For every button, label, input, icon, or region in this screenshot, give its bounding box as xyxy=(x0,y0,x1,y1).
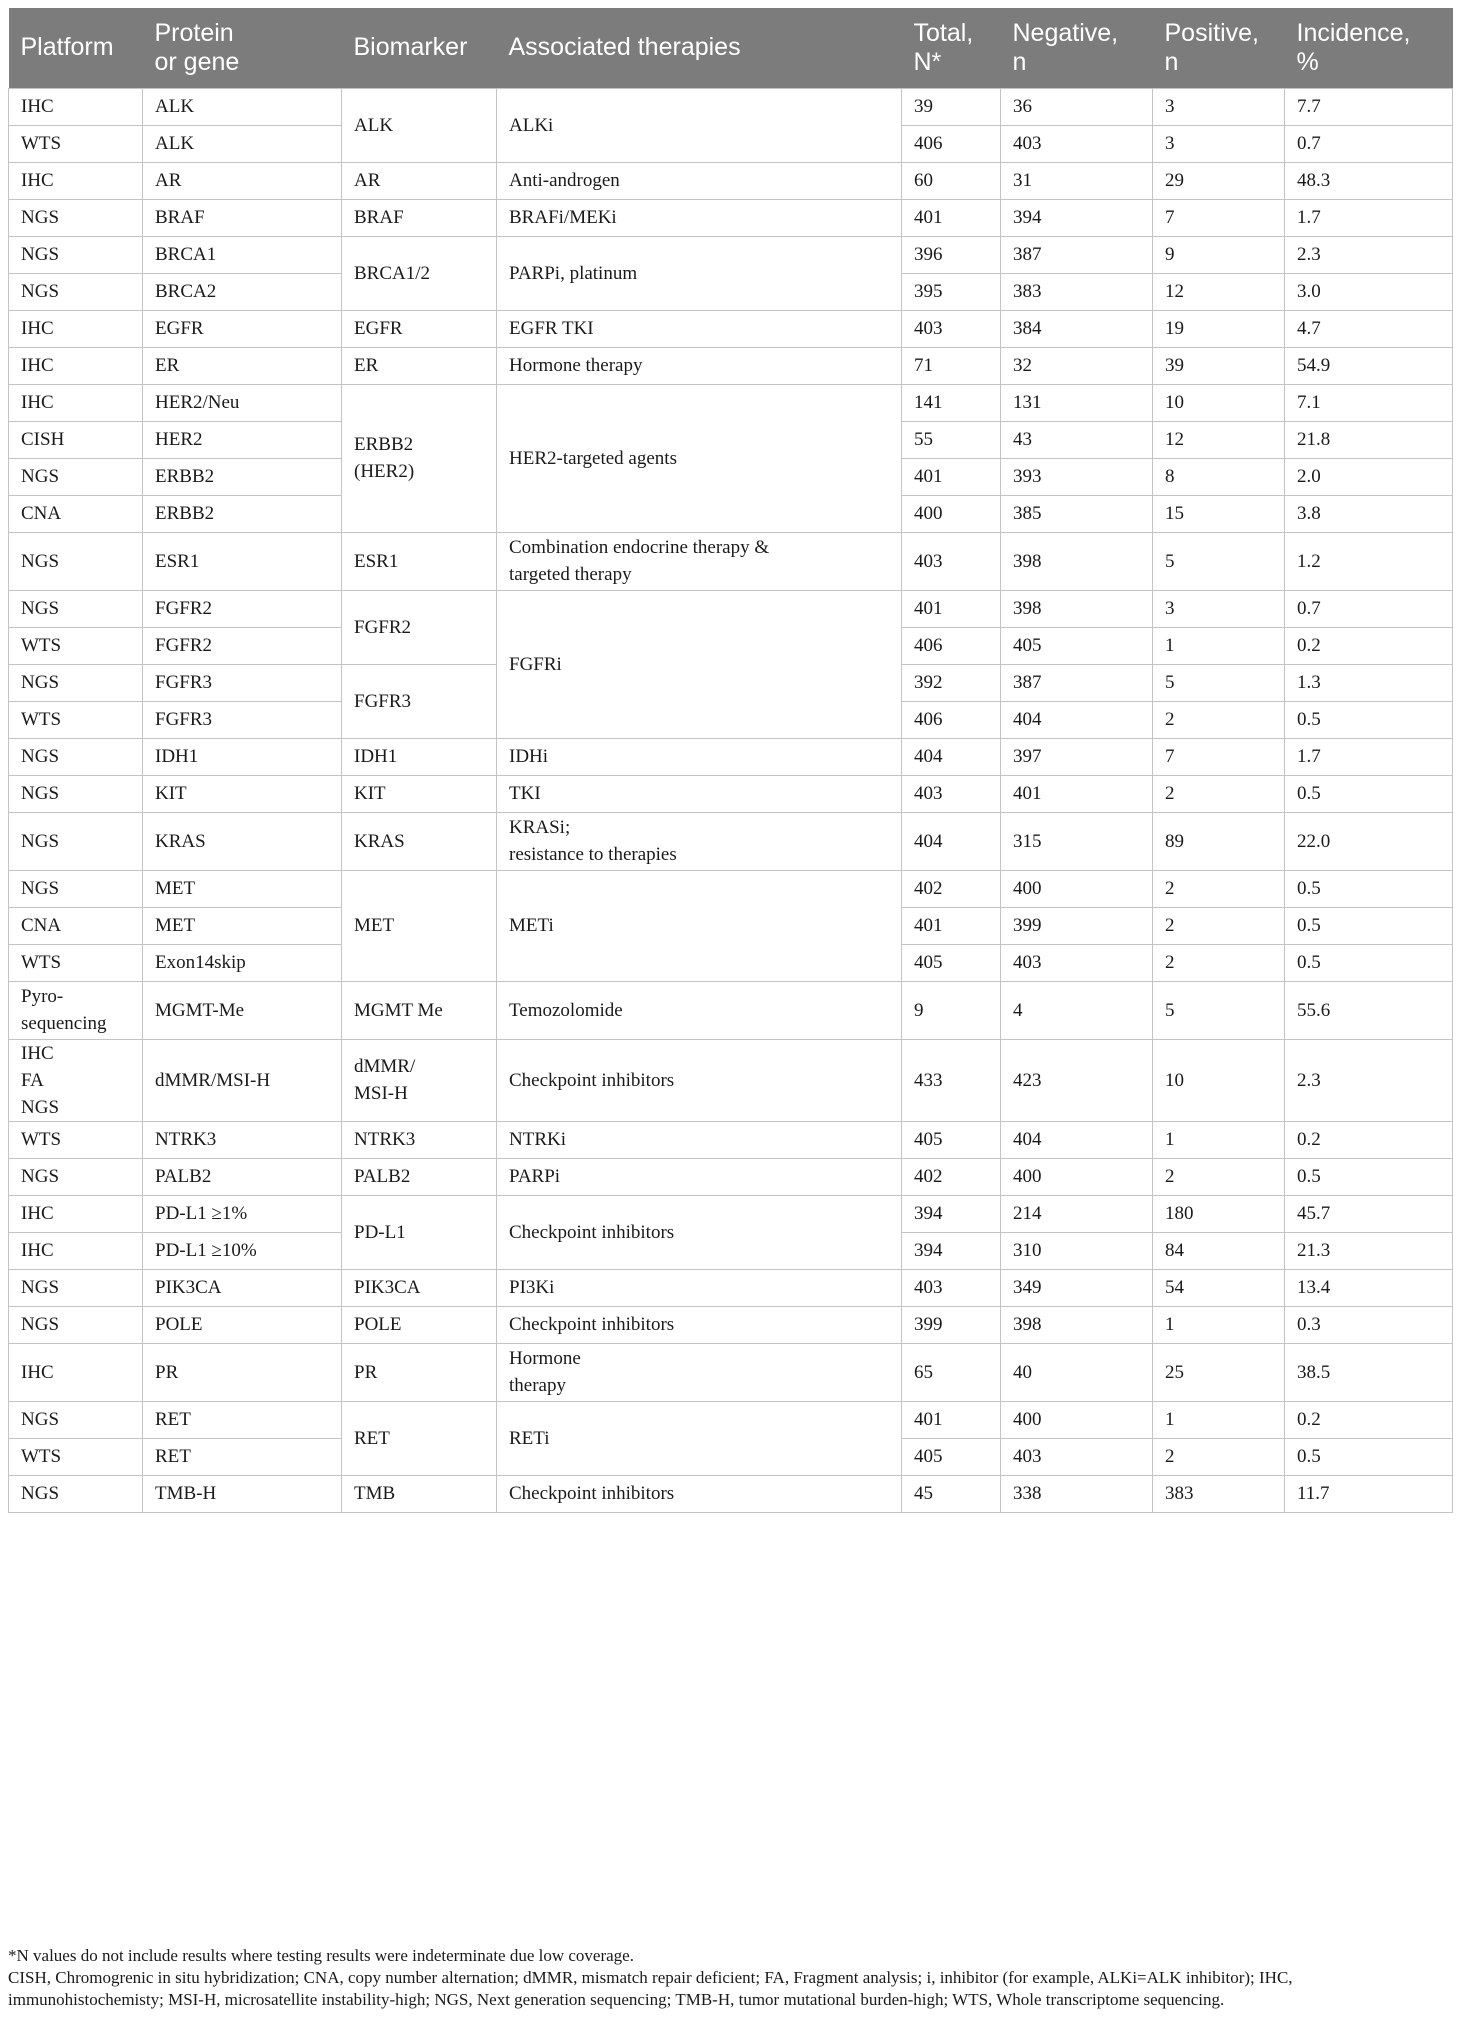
table-cell: METi xyxy=(497,870,902,981)
table-cell: NGS xyxy=(9,1306,143,1343)
table-cell: PR xyxy=(342,1343,497,1401)
table-cell: NGS xyxy=(9,273,143,310)
table-cell: 0.5 xyxy=(1285,1438,1453,1475)
table-cell: EGFR xyxy=(342,310,497,347)
table-cell: 404 xyxy=(902,738,1001,775)
table-cell: FGFR2 xyxy=(342,590,497,664)
table-cell: 401 xyxy=(902,907,1001,944)
table-cell: KRAS xyxy=(342,812,497,870)
table-cell: FGFR3 xyxy=(143,701,342,738)
table-cell: WTS xyxy=(9,1121,143,1158)
table-cell: 10 xyxy=(1153,384,1285,421)
table-row xyxy=(9,775,1453,812)
table-body xyxy=(9,88,1453,1512)
table-cell: 1.3 xyxy=(1285,664,1453,701)
table-cell: PIK3CA xyxy=(342,1269,497,1306)
table-cell: ERBB2 xyxy=(143,495,342,532)
table-cell: IHC xyxy=(9,162,143,199)
table-cell: 403 xyxy=(902,310,1001,347)
table-cell: 2 xyxy=(1153,1438,1285,1475)
table-cell: 3 xyxy=(1153,125,1285,162)
table-cell: KRASi; resistance to therapies xyxy=(497,812,902,870)
table-cell: Checkpoint inhibitors xyxy=(497,1195,902,1269)
table-row xyxy=(9,1401,1453,1438)
table-cell: 45.7 xyxy=(1285,1195,1453,1232)
table-row xyxy=(9,1306,1453,1343)
table-cell: 1.2 xyxy=(1285,532,1453,590)
table-cell: AR xyxy=(342,162,497,199)
table-cell: 9 xyxy=(902,981,1001,1039)
table-cell: HER2/Neu xyxy=(143,384,342,421)
table-cell: 214 xyxy=(1001,1195,1153,1232)
table-cell: Anti-androgen xyxy=(497,162,902,199)
table-cell: 21.8 xyxy=(1285,421,1453,458)
table-cell: 2 xyxy=(1153,907,1285,944)
table-cell: 384 xyxy=(1001,310,1153,347)
table-row xyxy=(9,590,1453,627)
table-cell: IHC xyxy=(9,88,143,125)
table-cell: CNA xyxy=(9,495,143,532)
table-cell: 394 xyxy=(902,1195,1001,1232)
table-cell: IHC xyxy=(9,310,143,347)
table-cell: 406 xyxy=(902,701,1001,738)
table-cell: 400 xyxy=(1001,1401,1153,1438)
table-cell: PD-L1 xyxy=(342,1195,497,1269)
table-cell: 8 xyxy=(1153,458,1285,495)
table-cell: 338 xyxy=(1001,1475,1153,1512)
table-cell: 395 xyxy=(902,273,1001,310)
table-cell: 398 xyxy=(1001,532,1153,590)
table-cell: 396 xyxy=(902,236,1001,273)
table-cell: WTS xyxy=(9,125,143,162)
table-cell: 21.3 xyxy=(1285,1232,1453,1269)
table-cell: 7 xyxy=(1153,199,1285,236)
table-cell: 38.5 xyxy=(1285,1343,1453,1401)
table-cell: NGS xyxy=(9,738,143,775)
table-cell: NGS xyxy=(9,532,143,590)
header-platform: Platform xyxy=(9,8,143,88)
table-cell: 0.7 xyxy=(1285,125,1453,162)
table-row xyxy=(9,1343,1453,1401)
table-row xyxy=(9,1121,1453,1158)
table-cell: 9 xyxy=(1153,236,1285,273)
table-cell: 398 xyxy=(1001,590,1153,627)
table-cell: 4 xyxy=(1001,981,1153,1039)
table-cell: Pyro- sequencing xyxy=(9,981,143,1039)
table-cell: RET xyxy=(143,1401,342,1438)
table-cell: 0.5 xyxy=(1285,775,1453,812)
table-cell: 315 xyxy=(1001,812,1153,870)
table-cell: 2 xyxy=(1153,775,1285,812)
table-cell: RET xyxy=(143,1438,342,1475)
table-row xyxy=(9,532,1453,590)
table-cell: PIK3CA xyxy=(143,1269,342,1306)
table-row xyxy=(9,1158,1453,1195)
table-row xyxy=(9,1475,1453,1512)
table-row xyxy=(9,236,1453,273)
table-cell: Temozolomide xyxy=(497,981,902,1039)
table-row xyxy=(9,88,1453,125)
table-cell: CNA xyxy=(9,907,143,944)
table-cell: MGMT Me xyxy=(342,981,497,1039)
table-cell: 0.3 xyxy=(1285,1306,1453,1343)
table-cell: 2.3 xyxy=(1285,236,1453,273)
table-cell: NTRKi xyxy=(497,1121,902,1158)
table-cell: IDH1 xyxy=(342,738,497,775)
table-cell: 32 xyxy=(1001,347,1153,384)
table-footnotes xyxy=(8,1945,1452,2011)
table-cell: POLE xyxy=(342,1306,497,1343)
table-cell: BRAFi/MEKi xyxy=(497,199,902,236)
table-cell: 387 xyxy=(1001,664,1153,701)
table-row xyxy=(9,310,1453,347)
table-cell: 7 xyxy=(1153,738,1285,775)
table-cell: ALK xyxy=(342,88,497,162)
table-cell: ER xyxy=(342,347,497,384)
table-cell: 10 xyxy=(1153,1039,1285,1121)
table-cell: NGS xyxy=(9,590,143,627)
table-cell: 310 xyxy=(1001,1232,1153,1269)
table-cell: FGFR2 xyxy=(143,590,342,627)
table-cell: 387 xyxy=(1001,236,1153,273)
table-cell: BRAF xyxy=(143,199,342,236)
table-cell: 7.7 xyxy=(1285,88,1453,125)
table-cell: NGS xyxy=(9,812,143,870)
table-cell: PALB2 xyxy=(143,1158,342,1195)
table-cell: Combination endocrine therapy & targeted therapy xyxy=(497,532,902,590)
table-cell: 89 xyxy=(1153,812,1285,870)
table-cell: BRCA1/2 xyxy=(342,236,497,310)
table-cell: 60 xyxy=(902,162,1001,199)
table-cell: MET xyxy=(143,870,342,907)
table-cell: PALB2 xyxy=(342,1158,497,1195)
table-cell: 394 xyxy=(1001,199,1153,236)
table-cell: 65 xyxy=(902,1343,1001,1401)
table-cell: 0.5 xyxy=(1285,907,1453,944)
table-cell: NGS xyxy=(9,1269,143,1306)
table-cell: HER2 xyxy=(143,421,342,458)
footnote-abbreviations: CISH, Chromogrenic in situ hybridization; CNA, copy number alternation; dMMR, mismatch repair deficient; FA, Fragment analysis; i, inhibitor (for example, ALKi=ALK inhibitor); IHC, immunohistochemisty; MSI-H, microsatellite instability-high; NGS, Next generation sequencing; TMB-H, tumor mutational burden-high; WTS, Whole transcriptome sequencing. xyxy=(8,1968,1293,2009)
table-cell: 0.5 xyxy=(1285,870,1453,907)
table-cell: 406 xyxy=(902,125,1001,162)
table-cell: 2 xyxy=(1153,870,1285,907)
table-cell: CISH xyxy=(9,421,143,458)
table-cell: PARPi xyxy=(497,1158,902,1195)
table-cell: PARPi, platinum xyxy=(497,236,902,310)
table-cell: NGS xyxy=(9,236,143,273)
table-cell: 54.9 xyxy=(1285,347,1453,384)
table-row xyxy=(9,1195,1453,1232)
table-cell: 401 xyxy=(1001,775,1153,812)
table-cell: 402 xyxy=(902,870,1001,907)
table-row xyxy=(9,1269,1453,1306)
table-cell: KIT xyxy=(342,775,497,812)
table-cell: EGFR TKI xyxy=(497,310,902,347)
table-cell: 1 xyxy=(1153,1306,1285,1343)
table-cell: 406 xyxy=(902,627,1001,664)
table-cell: MGMT-Me xyxy=(143,981,342,1039)
table-cell: ESR1 xyxy=(143,532,342,590)
table-cell: 3.0 xyxy=(1285,273,1453,310)
table-cell: BRCA1 xyxy=(143,236,342,273)
table-cell: 4.7 xyxy=(1285,310,1453,347)
table-cell: 3 xyxy=(1153,590,1285,627)
table-cell: 383 xyxy=(1153,1475,1285,1512)
table-cell: 12 xyxy=(1153,421,1285,458)
table-cell: 2 xyxy=(1153,1158,1285,1195)
table-cell: 48.3 xyxy=(1285,162,1453,199)
table-cell: 15 xyxy=(1153,495,1285,532)
table-cell: 2.0 xyxy=(1285,458,1453,495)
table-cell: FGFR2 xyxy=(143,627,342,664)
table-cell: PD-L1 ≥1% xyxy=(143,1195,342,1232)
table-cell: TMB xyxy=(342,1475,497,1512)
table-cell: 398 xyxy=(1001,1306,1153,1343)
table-cell: 402 xyxy=(902,1158,1001,1195)
table-cell: 1 xyxy=(1153,627,1285,664)
table-cell: 39 xyxy=(902,88,1001,125)
table-cell: EGFR xyxy=(143,310,342,347)
table-cell: IDH1 xyxy=(143,738,342,775)
table-cell: 1 xyxy=(1153,1121,1285,1158)
table-cell: 423 xyxy=(1001,1039,1153,1121)
table-cell: TMB-H xyxy=(143,1475,342,1512)
table-cell: 55.6 xyxy=(1285,981,1453,1039)
table-cell: FGFR3 xyxy=(143,664,342,701)
table-cell: 404 xyxy=(1001,1121,1153,1158)
table-cell: AR xyxy=(143,162,342,199)
table-cell: PD-L1 ≥10% xyxy=(143,1232,342,1269)
table-cell: NGS xyxy=(9,1475,143,1512)
header-protein-or-gene: Protein or gene xyxy=(143,8,342,88)
table-cell: 54 xyxy=(1153,1269,1285,1306)
table-cell: 397 xyxy=(1001,738,1153,775)
table-cell: NGS xyxy=(9,199,143,236)
table-cell: Hormone therapy xyxy=(497,347,902,384)
table-cell: Checkpoint inhibitors xyxy=(497,1475,902,1512)
table-cell: IDHi xyxy=(497,738,902,775)
table-row xyxy=(9,738,1453,775)
table-cell: 403 xyxy=(1001,125,1153,162)
table-row xyxy=(9,199,1453,236)
table-cell: ERBB2 xyxy=(143,458,342,495)
table-cell: 5 xyxy=(1153,532,1285,590)
table-cell: NTRK3 xyxy=(342,1121,497,1158)
table-cell: 2 xyxy=(1153,701,1285,738)
table-cell: ALK xyxy=(143,88,342,125)
table-cell: 36 xyxy=(1001,88,1153,125)
table-row xyxy=(9,870,1453,907)
table-cell: PR xyxy=(143,1343,342,1401)
table-cell: 0.5 xyxy=(1285,701,1453,738)
table-cell: 2.3 xyxy=(1285,1039,1453,1121)
table-cell: HER2-targeted agents xyxy=(497,384,902,532)
table-cell: 84 xyxy=(1153,1232,1285,1269)
table-cell: NGS xyxy=(9,1401,143,1438)
table-cell: KRAS xyxy=(143,812,342,870)
table-cell: 43 xyxy=(1001,421,1153,458)
table-cell: 401 xyxy=(902,590,1001,627)
table-cell: WTS xyxy=(9,1438,143,1475)
header-biomarker: Biomarker xyxy=(342,8,497,88)
table-cell: Exon14skip xyxy=(143,944,342,981)
table-cell: 180 xyxy=(1153,1195,1285,1232)
table-cell: 405 xyxy=(902,944,1001,981)
table-cell: 403 xyxy=(902,532,1001,590)
table-cell: 55 xyxy=(902,421,1001,458)
table-cell: WTS xyxy=(9,944,143,981)
table-cell: FGFRi xyxy=(497,590,902,738)
table-cell: BRAF xyxy=(342,199,497,236)
table-cell: IHC xyxy=(9,1343,143,1401)
table-cell: KIT xyxy=(143,775,342,812)
table-cell: WTS xyxy=(9,701,143,738)
table-cell: 12 xyxy=(1153,273,1285,310)
table-cell: 13.4 xyxy=(1285,1269,1453,1306)
table-cell: TKI xyxy=(497,775,902,812)
table-cell: 400 xyxy=(1001,1158,1153,1195)
table-cell: WTS xyxy=(9,627,143,664)
table-cell: FGFR3 xyxy=(342,664,497,738)
table-cell: ALK xyxy=(143,125,342,162)
table-cell: NGS xyxy=(9,870,143,907)
footnote-n-values: *N values do not include results where testing results were indeterminate due low coverage. xyxy=(8,1946,634,1965)
table-cell: Hormone therapy xyxy=(497,1343,902,1401)
table-cell: MET xyxy=(342,870,497,981)
table-cell: 392 xyxy=(902,664,1001,701)
table-cell: NTRK3 xyxy=(143,1121,342,1158)
table-cell: 405 xyxy=(902,1438,1001,1475)
table-cell: 2 xyxy=(1153,944,1285,981)
table-row xyxy=(9,812,1453,870)
table-cell: Checkpoint inhibitors xyxy=(497,1306,902,1343)
table-cell: POLE xyxy=(143,1306,342,1343)
table-cell: 349 xyxy=(1001,1269,1153,1306)
header-total: Total, N* xyxy=(902,8,1001,88)
table-cell: RETi xyxy=(497,1401,902,1475)
table-cell: 3.8 xyxy=(1285,495,1453,532)
table-cell: dMMR/MSI-H xyxy=(143,1039,342,1121)
header-positive: Positive, n xyxy=(1153,8,1285,88)
table-cell: 0.2 xyxy=(1285,1401,1453,1438)
table-cell: 405 xyxy=(1001,627,1153,664)
table-cell: ER xyxy=(143,347,342,384)
table-cell: 131 xyxy=(1001,384,1153,421)
table-cell: BRCA2 xyxy=(143,273,342,310)
table-cell: IHC xyxy=(9,1195,143,1232)
table-cell: 0.2 xyxy=(1285,1121,1453,1158)
table-cell: 0.5 xyxy=(1285,1158,1453,1195)
table-cell: 405 xyxy=(902,1121,1001,1158)
table-cell: ERBB2 (HER2) xyxy=(342,384,497,532)
table-cell: RET xyxy=(342,1401,497,1475)
table-cell: NGS xyxy=(9,775,143,812)
table-cell: 40 xyxy=(1001,1343,1153,1401)
table-cell: 19 xyxy=(1153,310,1285,347)
table-cell: 45 xyxy=(902,1475,1001,1512)
header-associated-therapies: Associated therapies xyxy=(497,8,902,88)
table-cell: ALKi xyxy=(497,88,902,162)
table-cell: 399 xyxy=(1001,907,1153,944)
header-negative: Negative, n xyxy=(1001,8,1153,88)
table-header-row xyxy=(9,8,1453,88)
table-cell: 25 xyxy=(1153,1343,1285,1401)
table-cell: 11.7 xyxy=(1285,1475,1453,1512)
table-row xyxy=(9,384,1453,421)
table-cell: 401 xyxy=(902,458,1001,495)
table-cell: ESR1 xyxy=(342,532,497,590)
table-cell: 385 xyxy=(1001,495,1153,532)
table-cell: 22.0 xyxy=(1285,812,1453,870)
table-cell: 1.7 xyxy=(1285,199,1453,236)
table-cell: 141 xyxy=(902,384,1001,421)
table-cell: 5 xyxy=(1153,664,1285,701)
table-row xyxy=(9,162,1453,199)
table-cell: IHC FA NGS xyxy=(9,1039,143,1121)
table-cell: 403 xyxy=(902,1269,1001,1306)
table-cell: IHC xyxy=(9,347,143,384)
table-cell: 3 xyxy=(1153,88,1285,125)
table-cell: 394 xyxy=(902,1232,1001,1269)
table-cell: NGS xyxy=(9,1158,143,1195)
table-cell: 433 xyxy=(902,1039,1001,1121)
table-cell: 401 xyxy=(902,1401,1001,1438)
biomarker-table-container xyxy=(8,8,1452,1513)
table-cell: NGS xyxy=(9,664,143,701)
table-cell: IHC xyxy=(9,1232,143,1269)
table-cell: 401 xyxy=(902,199,1001,236)
table-cell: 39 xyxy=(1153,347,1285,384)
table-cell: MET xyxy=(143,907,342,944)
header-incidence: Incidence, % xyxy=(1285,8,1453,88)
table-cell: 7.1 xyxy=(1285,384,1453,421)
table-cell: 393 xyxy=(1001,458,1153,495)
table-cell: dMMR/ MSI-H xyxy=(342,1039,497,1121)
table-cell: Checkpoint inhibitors xyxy=(497,1039,902,1121)
table-cell: 404 xyxy=(902,812,1001,870)
table-cell: 400 xyxy=(902,495,1001,532)
table-row xyxy=(9,347,1453,384)
table-cell: PI3Ki xyxy=(497,1269,902,1306)
table-cell: IHC xyxy=(9,384,143,421)
table-cell: 383 xyxy=(1001,273,1153,310)
table-cell: 0.5 xyxy=(1285,944,1453,981)
table-cell: 0.7 xyxy=(1285,590,1453,627)
table-cell: NGS xyxy=(9,458,143,495)
table-cell: 404 xyxy=(1001,701,1153,738)
table-cell: 403 xyxy=(1001,1438,1153,1475)
table-cell: 403 xyxy=(1001,944,1153,981)
table-cell: 31 xyxy=(1001,162,1153,199)
table-row xyxy=(9,981,1453,1039)
table-cell: 403 xyxy=(902,775,1001,812)
table-cell: 0.2 xyxy=(1285,627,1453,664)
table-cell: 399 xyxy=(902,1306,1001,1343)
table-cell: 29 xyxy=(1153,162,1285,199)
biomarker-table xyxy=(8,8,1453,1513)
table-cell: 71 xyxy=(902,347,1001,384)
table-cell: 1.7 xyxy=(1285,738,1453,775)
table-cell: 1 xyxy=(1153,1401,1285,1438)
table-cell: 5 xyxy=(1153,981,1285,1039)
table-row xyxy=(9,1039,1453,1121)
table-cell: 400 xyxy=(1001,870,1153,907)
